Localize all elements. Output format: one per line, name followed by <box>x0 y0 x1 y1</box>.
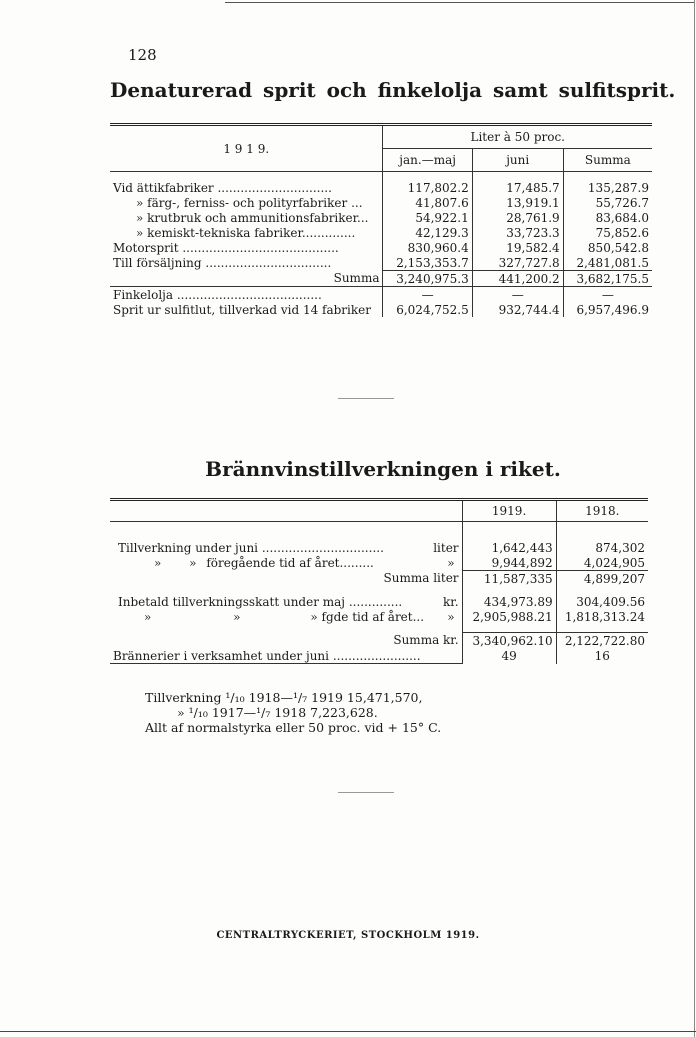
table-row <box>110 255 652 271</box>
production-notes <box>145 690 441 735</box>
cell-value: 2,481,081.5 <box>576 255 649 270</box>
row-label: Finkelolja ...................................... <box>110 287 383 303</box>
cell-value: 932,744.4 <box>472 302 563 317</box>
page-edge-right <box>694 0 695 1037</box>
note-line: Tillverkning ¹/₁₀ 1918—¹/₇ 1919 15,471,570, <box>145 690 423 705</box>
row-unit: kr. <box>443 594 459 609</box>
row-label: Till försäljning ................................. <box>110 255 383 271</box>
printer-footer: CENTRALTRYCKERIET, STOCKHOLM 1919. <box>216 930 480 941</box>
ditto-mark: » <box>189 555 197 570</box>
cell-value: 83,684.0 <box>595 210 649 225</box>
cell-value: 434,973.89 <box>462 594 556 609</box>
page-number: 128 <box>128 46 157 64</box>
row-label: föregående tid af året......... <box>206 555 374 570</box>
table-row <box>110 195 652 210</box>
table-row <box>110 540 648 555</box>
row-label: Brännerier i verksamhet under juni ....................... <box>110 648 462 664</box>
cell-value: 16 <box>594 648 610 663</box>
cell-value: 830,960.4 <box>383 240 472 255</box>
table-row <box>110 648 648 664</box>
table-row <box>110 609 648 624</box>
column-header-summa: Summa <box>584 153 631 167</box>
cell-value: — <box>563 287 652 303</box>
year-header: 1 9 1 9. <box>110 125 383 172</box>
cell-value: 49 <box>462 648 556 664</box>
summa-label: Summa kr. <box>110 633 462 649</box>
cell-value: 33,723.3 <box>472 225 563 240</box>
cell-value: 135,287.9 <box>587 180 649 195</box>
column-header-1918: 1918. <box>556 500 648 522</box>
cell-value: 28,761.9 <box>472 210 563 225</box>
column-header-1919: 1919. <box>462 500 556 522</box>
table-row <box>110 287 652 303</box>
divider <box>338 792 394 793</box>
row-unit: » <box>447 609 455 624</box>
cell-value: 2,153,353.7 <box>383 255 472 271</box>
cell-value: 19,582.4 <box>472 240 563 255</box>
row-label: Motorsprit ......................................... <box>110 240 383 255</box>
cell-value: 1,818,313.24 <box>564 609 645 624</box>
row-label: Sprit ur sulfitlut, tillverkad vid 14 fabriker <box>110 302 383 317</box>
section-title-denaturerad-sprit: Denaturerad sprit och finkelolja samt sulfitsprit. <box>110 78 676 102</box>
table-row <box>110 225 652 240</box>
cell-value: 41,807.6 <box>383 195 472 210</box>
table-row <box>110 240 652 255</box>
ditto-mark: » <box>233 609 241 624</box>
summa-label: Summa liter <box>110 571 462 587</box>
group-header: Liter à 50 proc. <box>383 125 652 149</box>
cell-value: 42,129.3 <box>383 225 472 240</box>
cell-value: 75,852.6 <box>595 225 649 240</box>
page-edge-top <box>225 2 695 3</box>
table-row <box>110 555 648 571</box>
cell-value: 3,340,962.10 <box>462 633 556 649</box>
cell-value: 17,485.7 <box>472 180 563 195</box>
cell-value: 13,919.1 <box>472 195 563 210</box>
summa-row <box>110 571 648 587</box>
summa-row <box>110 633 648 649</box>
row-label: » krutbruk och ammunitionsfabriker... <box>110 210 383 225</box>
summa-label: Summa <box>110 271 383 287</box>
row-label: » fgde tid af året... <box>310 609 425 624</box>
summa-row <box>110 271 652 287</box>
cell-value: 6,957,496.9 <box>576 302 649 317</box>
cell-value: 2,122,722.80 <box>556 633 648 649</box>
section-title-brannvinstillverkningen: Brännvinstillverkningen i riket. <box>205 457 561 481</box>
row-label: » färg-, ferniss- och polityrfabriker ... <box>110 195 383 210</box>
cell-value: 1,642,443 <box>462 540 556 555</box>
column-header-jan-maj: jan.—maj <box>383 149 472 172</box>
table-denaturerad-sprit <box>110 123 652 317</box>
row-label: » kemiskt-tekniska fabriker.............. <box>110 225 383 240</box>
table-brannvinstillverkningen <box>110 498 648 664</box>
row-unit: » <box>447 555 455 570</box>
cell-value: 54,922.1 <box>383 210 472 225</box>
note-line: » ¹/₁₀ 1917—¹/₇ 1918 7,223,628. <box>177 705 378 720</box>
row-label: Inbetald tillverkningsskatt under maj .............. <box>118 594 403 609</box>
cell-value: 3,240,975.3 <box>383 271 472 287</box>
cell-value: 304,409.56 <box>576 594 645 609</box>
table-row <box>110 302 652 317</box>
cell-value: — <box>383 287 472 303</box>
cell-value: 327,727.8 <box>472 255 563 271</box>
cell-value: 441,200.2 <box>472 271 563 287</box>
cell-value: 2,905,988.21 <box>462 609 556 624</box>
cell-value: 55,726.7 <box>595 195 649 210</box>
column-header-juni: juni <box>472 149 563 172</box>
cell-value: 4,899,207 <box>556 571 648 587</box>
cell-value: 6,024,752.5 <box>383 302 472 317</box>
cell-value: — <box>472 287 563 303</box>
table-row <box>110 594 648 609</box>
row-label: Tillverkning under juni ................................ <box>118 540 384 555</box>
note-line: Allt af normalstyrka eller 50 proc. vid + 15° C. <box>145 720 442 735</box>
cell-value: 11,587,335 <box>462 571 556 587</box>
cell-value: 850,542.8 <box>587 240 649 255</box>
ditto-mark: » <box>144 609 152 624</box>
cell-value: 4,024,905 <box>583 555 645 570</box>
cell-value: 117,802.2 <box>383 180 472 195</box>
page-edge-bottom <box>0 1031 696 1032</box>
table-row <box>110 180 652 195</box>
table-row <box>110 210 652 225</box>
row-label: Vid ättikfabriker .............................. <box>110 180 383 195</box>
cell-value: 874,302 <box>595 540 645 555</box>
row-unit: liter <box>433 540 459 555</box>
cell-value: 3,682,175.5 <box>563 271 652 287</box>
divider <box>338 398 394 399</box>
ditto-mark: » <box>154 555 162 570</box>
cell-value: 9,944,892 <box>462 555 556 571</box>
